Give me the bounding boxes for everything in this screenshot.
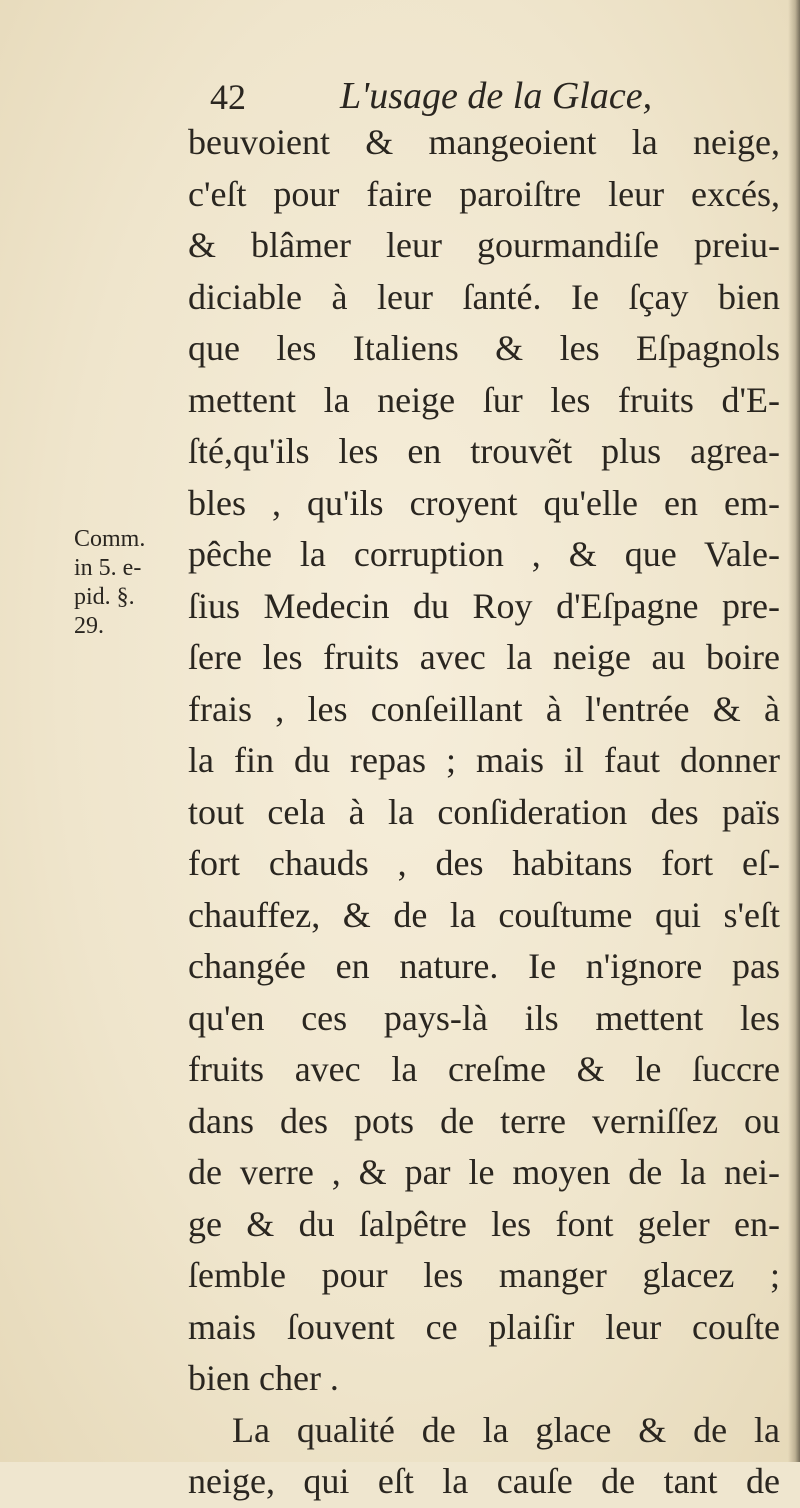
text-line: de verre , & par le moyen de la nei- <box>188 1152 780 1192</box>
text-line: ſté,qu'ils les en trouvẽt plus agrea- <box>188 431 780 471</box>
paragraph-first-line: La qualité de la glace & de la <box>232 1409 780 1450</box>
margin-note-line: pid. §. <box>74 584 135 610</box>
margin-note-line: in 5. e- <box>74 555 142 581</box>
text-line: changée en nature. Ie n'ignore pas <box>188 946 780 986</box>
margin-note <box>74 525 194 641</box>
text-line: mettent la neige ſur les fruits d'E- <box>188 379 780 420</box>
text-line: & blâmer leur gourmandiſe preiu- <box>188 225 780 265</box>
text-line: mais ſouvent ce plaiſir leur couſte <box>188 1306 780 1347</box>
text-line: ge & du ſalpêtre les font geler en- <box>188 1203 780 1244</box>
text-line: tout cela à la conſideration des païs <box>188 791 780 832</box>
page-number: 42 <box>210 77 246 117</box>
text-line: beuvoient & mangeoient la neige, <box>188 122 780 162</box>
text-line: pêche la corruption , & que Vale- <box>188 534 780 574</box>
text-line: diciable à leur ſanté. Ie ſçay bien <box>188 276 780 317</box>
margin-note-line: Comm. <box>74 526 146 552</box>
text-line: ſemble pour les manger glacez ; <box>188 1255 780 1295</box>
text-line: la fin du repas ; mais il faut donner <box>188 740 780 780</box>
text-line: neige, qui eſt la cauſe de tant de <box>188 1461 780 1501</box>
text-line: fruits avec la creſme & le ſuccre <box>188 1049 780 1089</box>
text-line: c'eſt pour faire paroiſtre leur excés, <box>188 173 780 214</box>
text-line: que les Italiens & les Eſpagnols <box>188 328 780 368</box>
text-line: fort chauds , des habitans fort eſ- <box>188 843 780 883</box>
text-line: qu'en ces pays-là ils mettent les <box>188 997 780 1038</box>
text-line: ſius Medecin du Roy d'Eſpagne pre- <box>188 585 780 626</box>
text-line: bien cher . <box>188 1358 339 1398</box>
text-line: dans des pots de terre verniſſez ou <box>188 1100 780 1141</box>
margin-note-line: 29. <box>74 613 104 639</box>
running-title: L'usage de la Glace, <box>340 75 653 117</box>
page-edge-shadow <box>788 0 800 1462</box>
text-line: frais , les conſeillant à l'entrée & à <box>188 688 780 729</box>
text-line: bles , qu'ils croyent qu'elle en em- <box>188 482 780 523</box>
text-line: ſere les fruits avec la neige au boire <box>188 637 780 677</box>
body-text <box>188 117 780 1508</box>
text-line: chauffez, & de la couſtume qui s'eſt <box>188 894 780 935</box>
